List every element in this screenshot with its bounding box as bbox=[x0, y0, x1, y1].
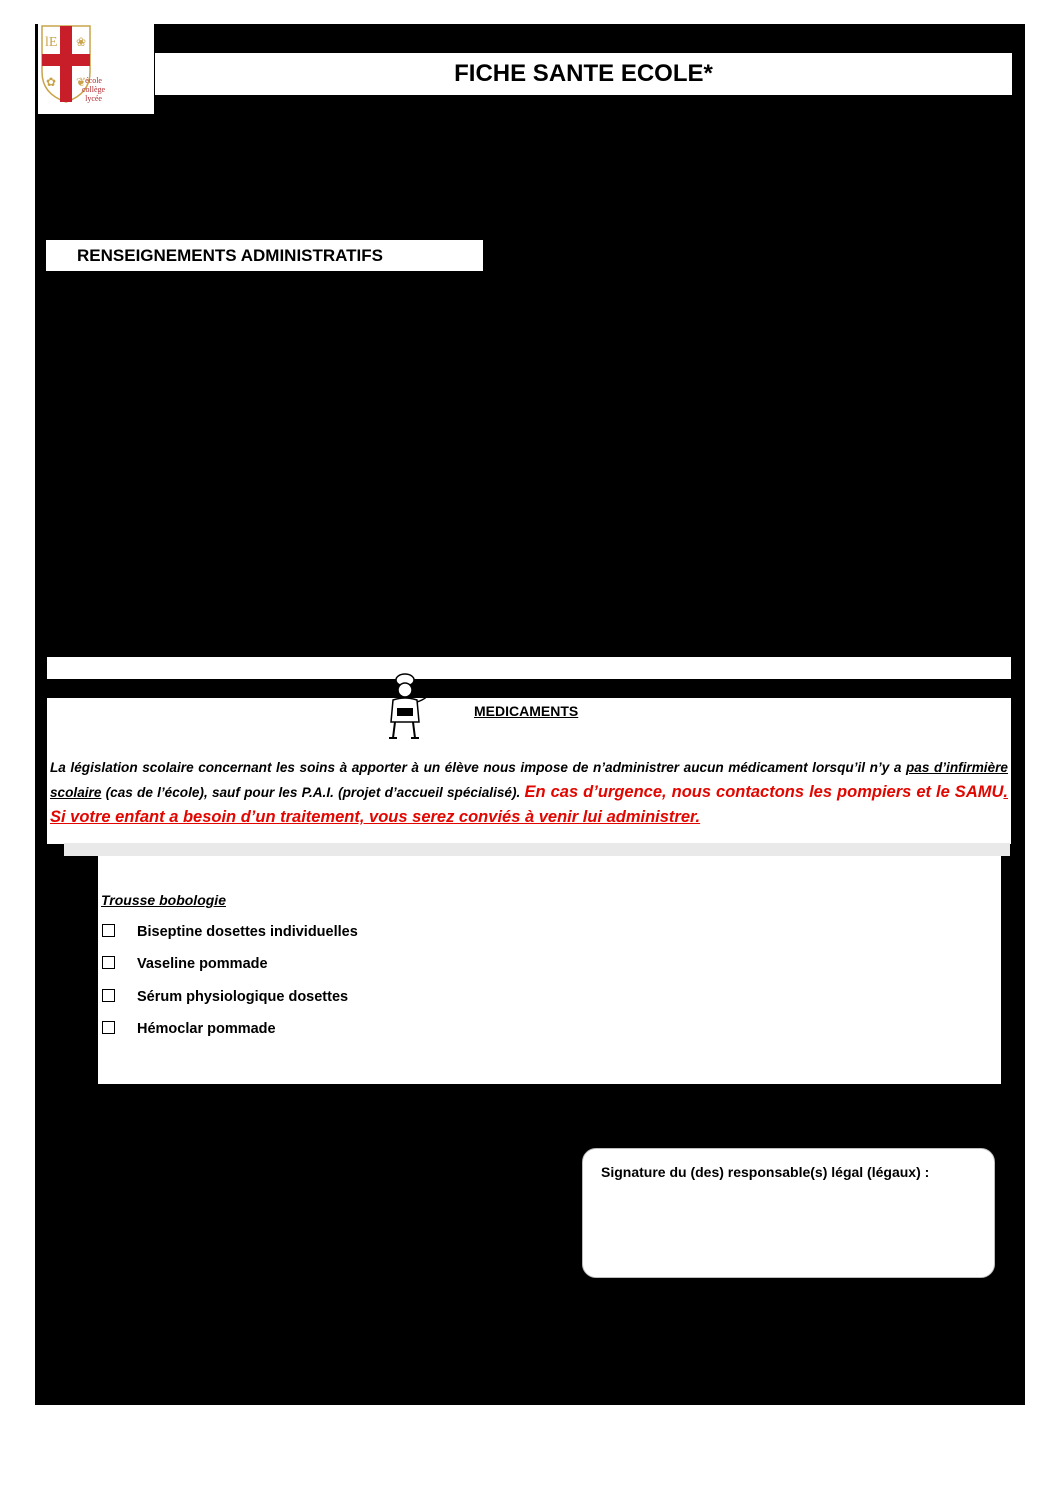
logo-text-college: collège bbox=[82, 85, 106, 94]
medications-text bbox=[50, 756, 1008, 830]
logo-text bbox=[82, 76, 105, 103]
svg-text:❀: ❀ bbox=[76, 35, 87, 49]
kit-item-label: Biseptine dosettes individuelles bbox=[137, 924, 358, 940]
svg-text:lE: lE bbox=[45, 35, 58, 50]
medications-title: MEDICAMENTS bbox=[474, 703, 579, 719]
medications-text-part1: La législation scolaire concernant les soins à apporter à un élève nous impose de n’administrer aucun médicament lorsqu’il n’y a bbox=[50, 760, 906, 775]
divider-strip bbox=[47, 657, 1011, 679]
medications-warning: En cas d’urgence, nous contactons les pompiers et le SAMU bbox=[524, 783, 1004, 801]
kit-item-label: Vaseline pommade bbox=[137, 956, 268, 972]
signature-label: Signature du (des) responsable(s) légal (légaux) : bbox=[601, 1164, 930, 1180]
kit-item[interactable] bbox=[102, 1021, 276, 1037]
kit-item[interactable] bbox=[102, 924, 358, 940]
svg-text:✿: ✿ bbox=[46, 75, 57, 89]
section-title-admin: RENSEIGNEMENTS ADMINISTRATIFS bbox=[46, 240, 483, 271]
kit-item-label: Sérum physiologique dosettes bbox=[137, 989, 349, 1005]
panel-shadow bbox=[64, 843, 1010, 856]
medications-treatment-note: . Si votre enfant a besoin d’un traitement, vous serez conviés à venir lui administrer. bbox=[50, 783, 1008, 826]
medications-text-underlined: pas d’infirmière scolaire bbox=[50, 760, 1008, 800]
kit-item-label: Hémoclar pommade bbox=[137, 1021, 276, 1037]
medications-text-part2: (cas de l’école), sauf pour les P.A.I. (projet d’accueil spécialisé). bbox=[101, 785, 525, 800]
checkbox-icon[interactable] bbox=[102, 924, 115, 937]
kit-title: Trousse bobologie bbox=[101, 892, 226, 908]
logo-text-lycee: lycée bbox=[85, 94, 102, 103]
logo-text-ecole: école bbox=[85, 76, 102, 85]
checkbox-icon[interactable] bbox=[102, 989, 115, 1002]
svg-text:❦: ❦ bbox=[76, 75, 87, 89]
kit-item[interactable] bbox=[102, 956, 268, 972]
checkbox-icon[interactable] bbox=[102, 1021, 115, 1034]
page-title: FICHE SANTE ECOLE* bbox=[155, 53, 1012, 95]
kit-item[interactable] bbox=[102, 989, 348, 1005]
checkbox-icon[interactable] bbox=[102, 956, 115, 969]
doctor-icon bbox=[383, 670, 439, 747]
